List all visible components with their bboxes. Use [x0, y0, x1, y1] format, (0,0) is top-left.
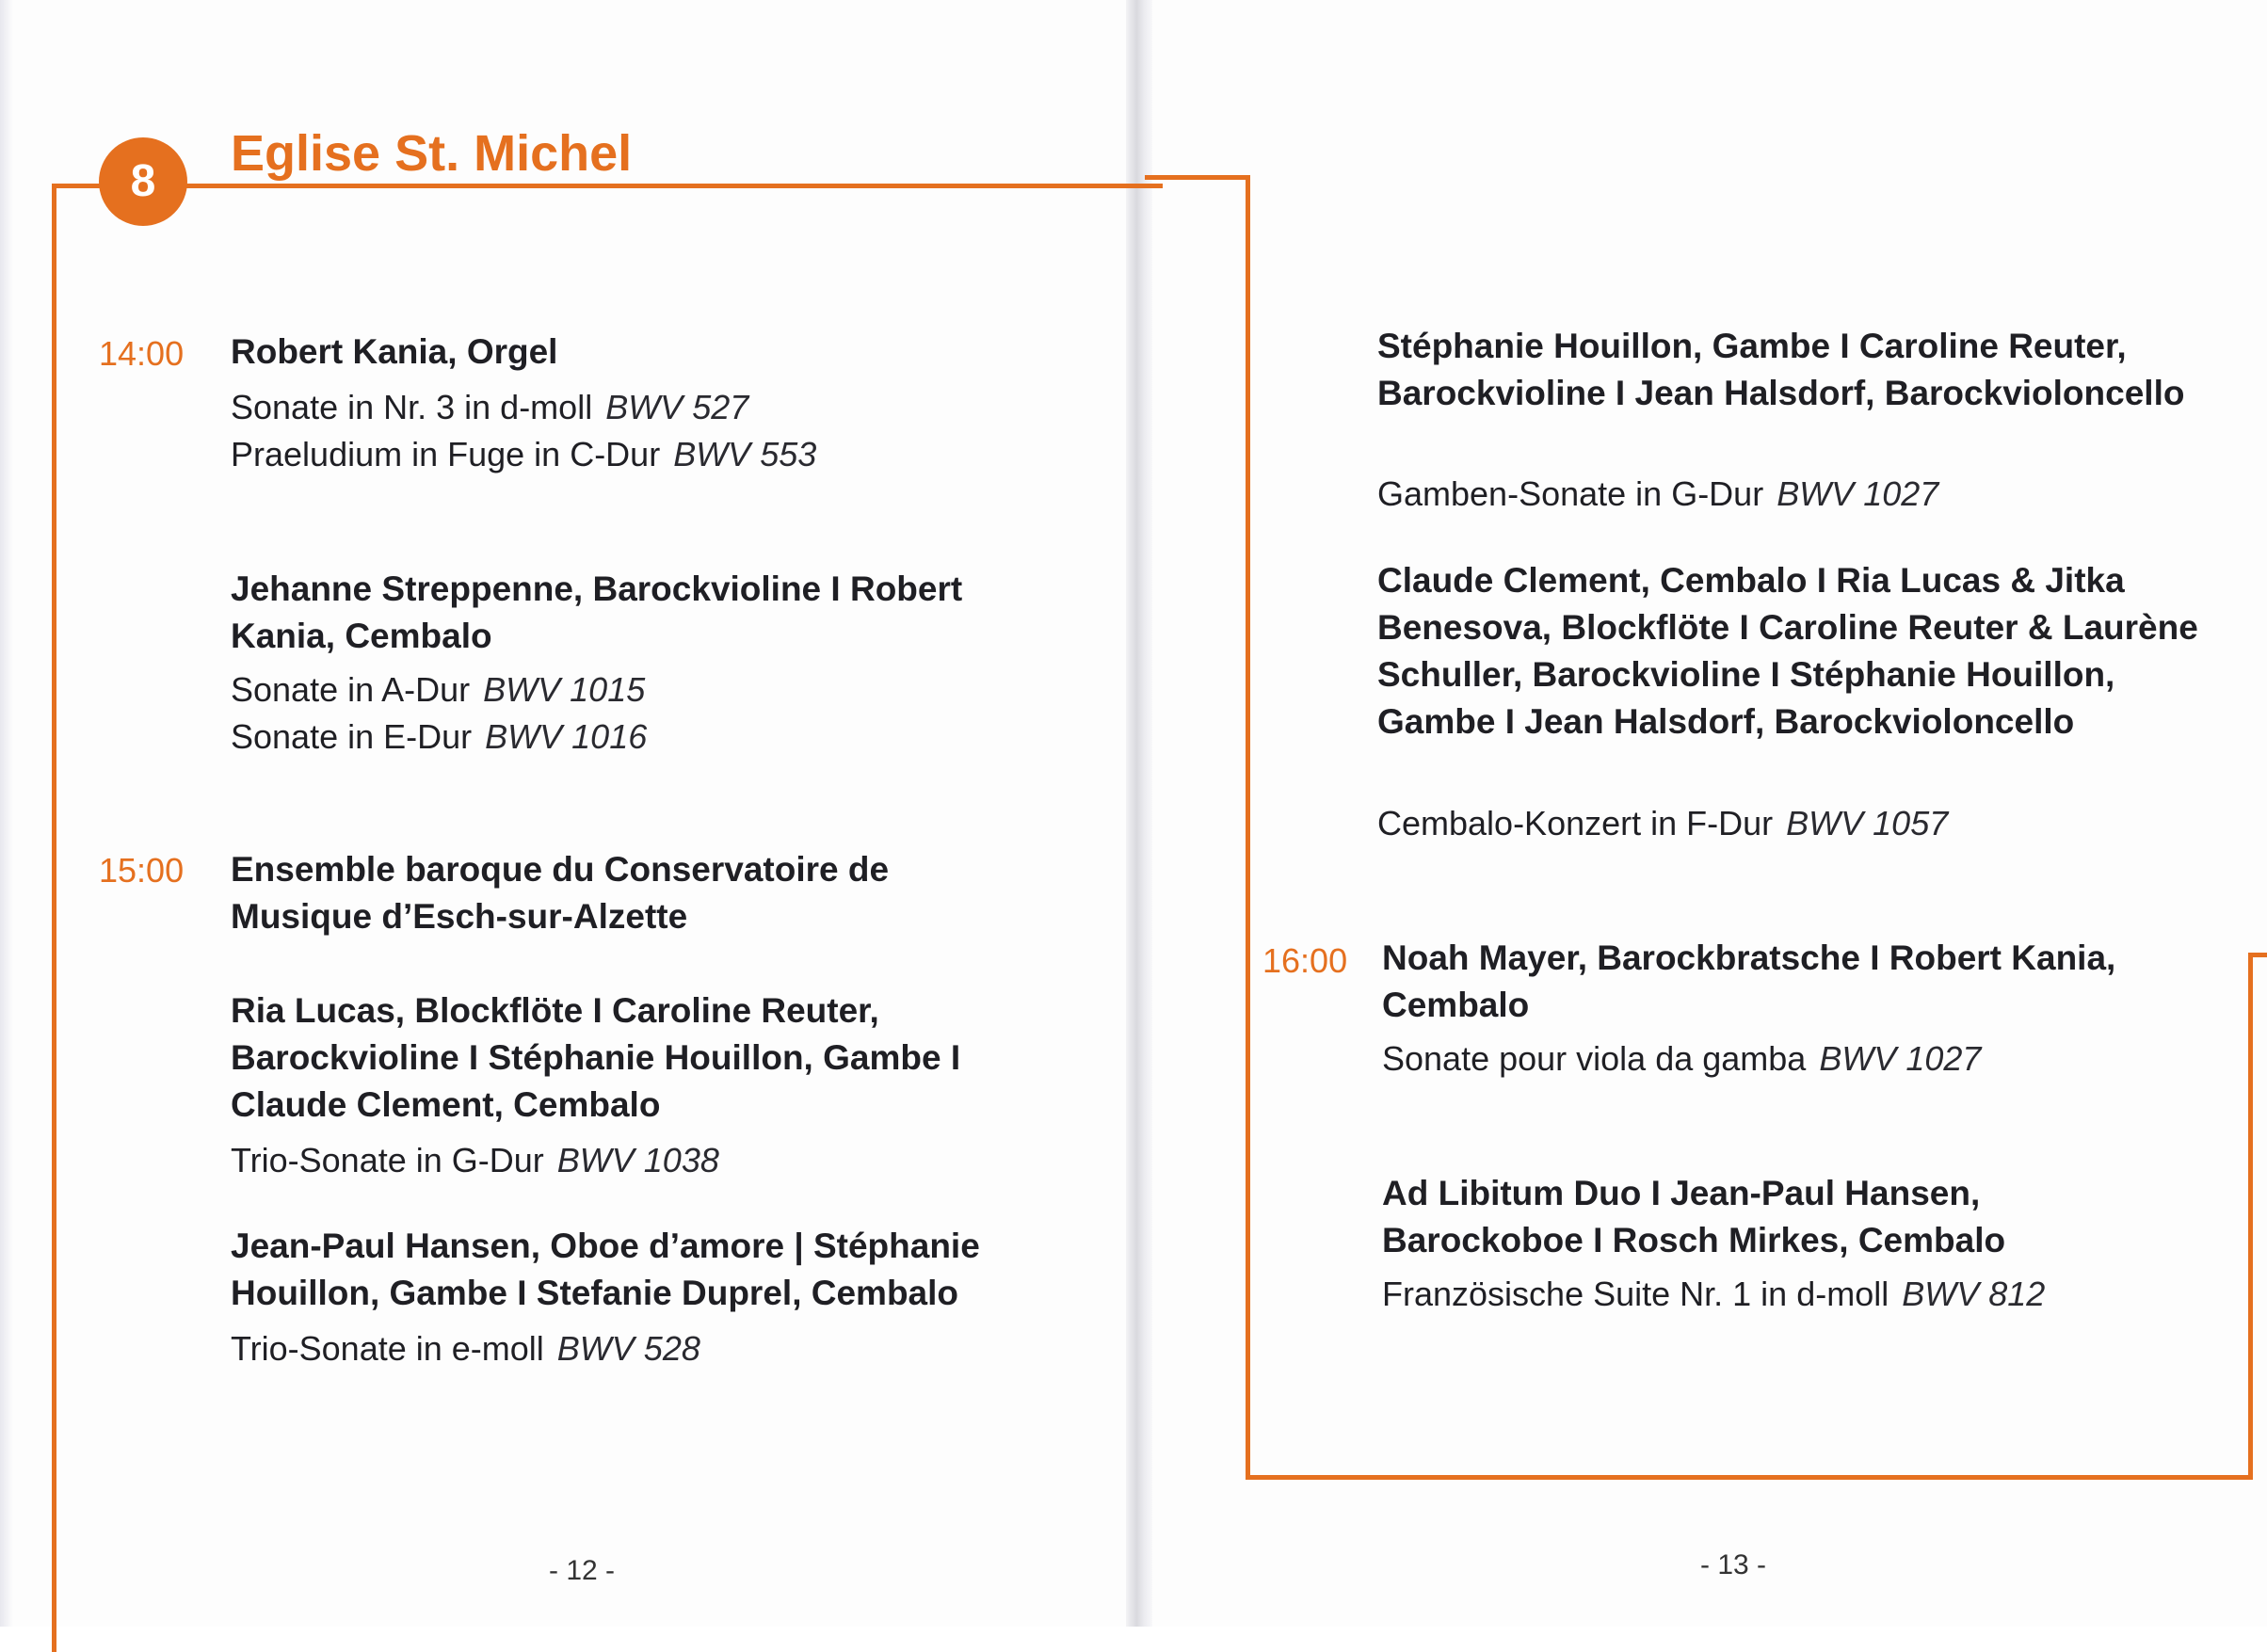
piece [231, 1137, 719, 1184]
piece-title: Trio-Sonate in G-Dur [231, 1141, 544, 1179]
right-frame-left-edge [1246, 175, 1250, 1480]
piece-title: Französische Suite Nr. 1 in d-moll [1382, 1275, 1889, 1313]
piece-title: Praeludium in Fuge in C-Dur [231, 435, 661, 473]
bwv-number: BWV 1016 [485, 717, 648, 756]
bwv-number: BWV 812 [1902, 1275, 2046, 1313]
performers: Jehanne Streppenne, Barockvioline I Robert Kania, Cembalo [231, 569, 963, 655]
page-number: - 13 - [1700, 1549, 1767, 1580]
piece [1377, 471, 1938, 518]
piece-title: Cembalo-Konzert in F-Dur [1377, 804, 1774, 842]
piece-title: Sonate pour viola da gamba [1382, 1039, 1807, 1078]
piece-title: Sonate in A-Dur [231, 670, 471, 709]
performers: Ria Lucas, Blockflöte I Caroline Reuter, Barockvioline I Stéphanie Houillon, Gambe I Claude Clement, Cembalo [231, 991, 961, 1124]
bwv-number: BWV 1027 [1777, 474, 1939, 513]
performers: Jean-Paul Hansen, Oboe d’amore | Stéphanie Houillon, Gambe I Stefanie Duprel, Cembalo [231, 1227, 980, 1312]
performers: Ad Libitum Duo I Jean-Paul Hansen, Barockoboe I Rosch Mirkes, Cembalo [1382, 1174, 2006, 1259]
bwv-number: BWV 1015 [483, 670, 646, 709]
time-label: 14:00 [99, 334, 185, 373]
performers: Claude Clement, Cembalo I Ria Lucas & Jitka Benesova, Blockflöte I Caroline Reuter & Laurène Schuller, Barockvioline I Stéphanie Houillon, Gambe I Jean Halsdorf, Barockvioloncello [1377, 561, 2198, 741]
piece [231, 714, 647, 761]
performers: Robert Kania, Orgel [231, 332, 558, 371]
time-label: 16:00 [1262, 941, 1348, 980]
performers: Stéphanie Houillon, Gambe I Caroline Reuter, Barockvioline I Jean Halsdorf, Barockvioloncello [1377, 327, 2185, 412]
piece-title: Trio-Sonate in e-moll [231, 1329, 544, 1368]
bwv-number: BWV 1038 [556, 1141, 719, 1179]
right-frame-bottom-edge [1246, 1475, 2253, 1480]
right-edge-bracket-vertical [2248, 953, 2253, 1480]
page-number: - 12 - [549, 1555, 616, 1586]
bwv-number: BWV 553 [673, 435, 817, 473]
piece [1382, 1271, 2045, 1318]
performers: Ensemble baroque du Conservatoire de Musique d’Esch-sur-Alzette [231, 850, 890, 936]
left-edge-shade [0, 0, 13, 1627]
right-frame-top-edge [1145, 175, 1250, 180]
piece-title: Sonate in Nr. 3 in d-moll [231, 388, 593, 426]
piece [1377, 800, 1948, 847]
piece [1382, 1035, 1981, 1083]
piece [231, 1325, 700, 1372]
piece-title: Gamben-Sonate in G-Dur [1377, 474, 1764, 513]
bwv-number: BWV 1057 [1786, 804, 1949, 842]
bwv-number: BWV 1027 [1819, 1039, 1982, 1078]
bwv-number: BWV 528 [556, 1329, 700, 1368]
time-label: 15:00 [99, 851, 185, 890]
piece [231, 384, 748, 431]
venue-number-badge: 8 [99, 137, 187, 226]
venue-title: Eglise St. Michel [231, 125, 633, 182]
performers: Noah Mayer, Barockbratsche I Robert Kania, Cembalo [1382, 938, 2116, 1024]
piece [231, 431, 816, 478]
bwv-number: BWV 527 [605, 388, 749, 426]
piece [231, 666, 645, 714]
piece-title: Sonate in E-Dur [231, 717, 473, 756]
